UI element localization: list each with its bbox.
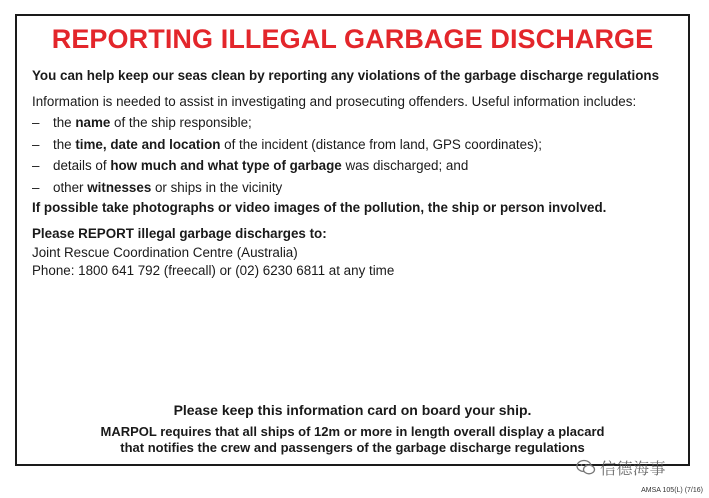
marpol-line: that notifies the crew and passengers of the garbage discharge regulations — [120, 440, 585, 455]
placard-title: REPORTING ILLEGAL GARBAGE DISCHARGE — [51, 24, 654, 54]
list-dash: – — [32, 158, 40, 173]
item-text: of the ship responsible; — [110, 115, 252, 130]
report-organisation: Joint Rescue Coordination Centre (Australia) — [32, 245, 298, 260]
info-text: Information is needed to assist in investigating and prosecuting offenders. Useful information includes: — [32, 94, 637, 109]
item-text: of the incident (distance from land, GPS coordinates); — [220, 136, 542, 152]
watermark — [576, 456, 666, 479]
list-dash: – — [32, 136, 40, 152]
item-text: the — [53, 136, 76, 152]
item-bold: witnesses — [87, 179, 152, 195]
marpol-notice — [17, 424, 688, 456]
placard-card — [15, 14, 690, 466]
item-bold: name — [75, 115, 111, 130]
item-text: was discharged; and — [341, 158, 469, 173]
list-dash: – — [32, 115, 40, 130]
item-text: the — [53, 115, 76, 130]
report-phone: Phone: 1800 641 792 (freecall) or (02) 6230 6811 at any time — [32, 263, 395, 278]
marpol-line: MARPOL requires that all ships of 12m or more in length overall display a placard — [100, 424, 605, 439]
photo-advice: If possible take photographs or video images of the pollution, the ship or person involved. — [32, 200, 607, 215]
item-bold: how much and what type of garbage — [110, 158, 342, 173]
watermark-text: 信德海事 — [600, 461, 667, 478]
item-text: other — [53, 179, 88, 195]
list-dash: – — [32, 179, 40, 195]
wechat-icon — [576, 459, 596, 476]
report-heading: Please REPORT illegal garbage discharges to: — [32, 226, 327, 241]
item-text: details of — [53, 158, 111, 173]
form-code: AMSA 105(L) (7/16) — [641, 487, 703, 494]
keep-card-notice: Please keep this information card on board your ship. — [173, 402, 532, 418]
intro-text: You can help keep our seas clean by reporting any violations of the garbage discharge regulations — [32, 68, 660, 83]
item-bold: time, date and location — [75, 136, 221, 152]
item-text: or ships in the vicinity — [151, 179, 283, 195]
